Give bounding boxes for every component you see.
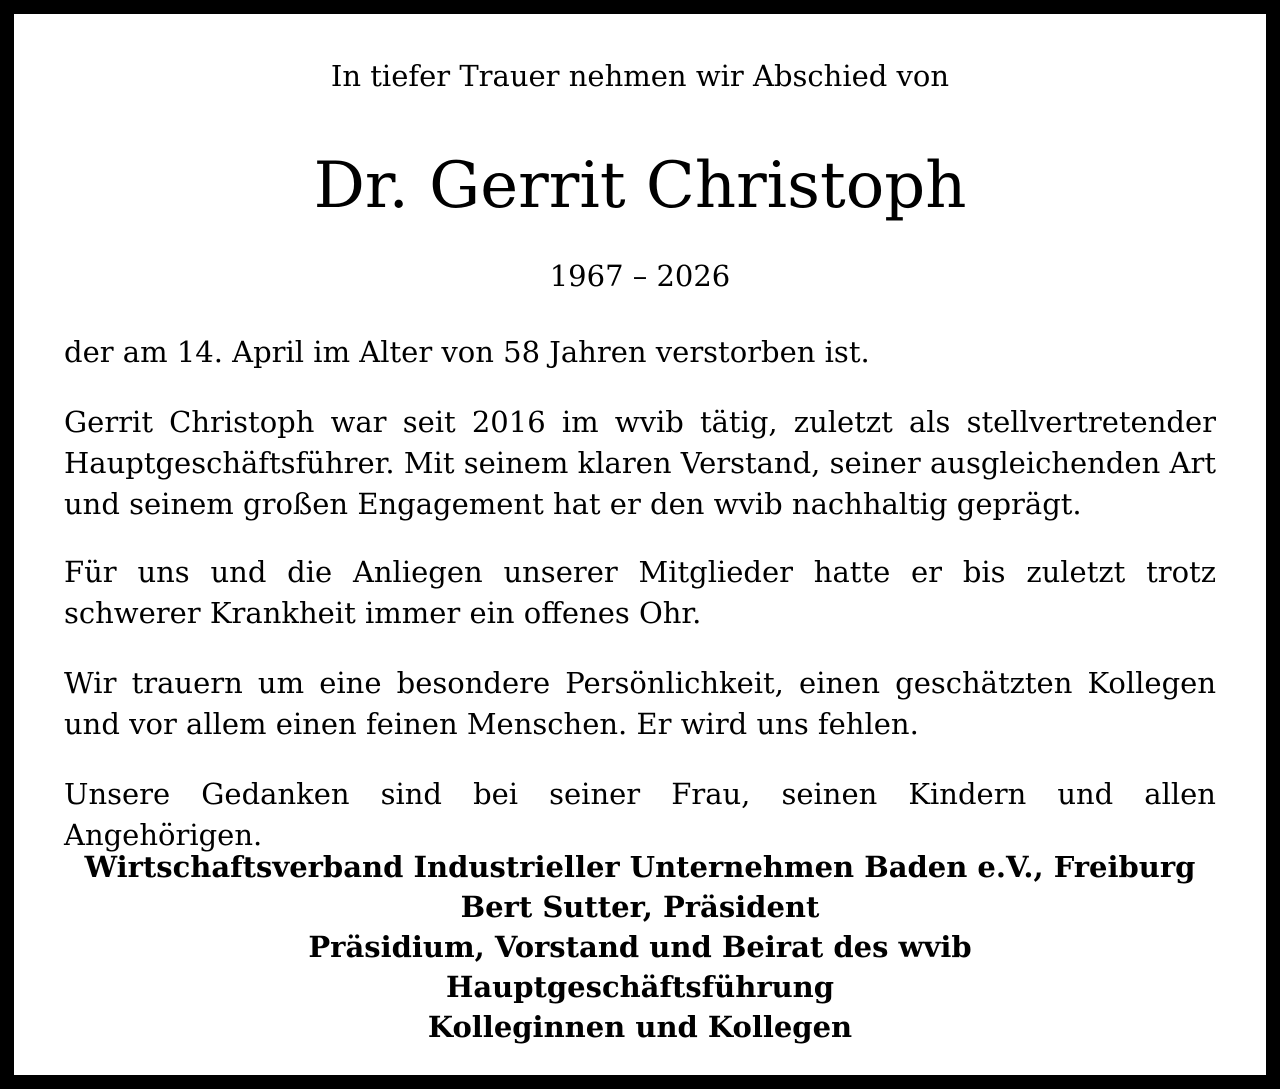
signature-boards: Präsidium, Vorstand und Beirat des wvib bbox=[308, 930, 972, 964]
signature-colleagues: Kolleginnen und Kollegen bbox=[427, 1010, 853, 1044]
signature-management: Hauptgeschäftsführung bbox=[445, 970, 835, 1004]
paragraph-members: Für uns und die Anliegen unserer Mitglieder hatte er bis zuletzt trotz schwerer Krankheit immer ein offenes Ohr. bbox=[64, 555, 1216, 630]
life-dates: 1967 – 2026 bbox=[549, 259, 731, 293]
signature-block bbox=[64, 847, 1216, 1047]
paragraph-condolences: Unsere Gedanken sind bei seiner Frau, seinen Kindern und allen Angehörigen. bbox=[64, 777, 1216, 852]
signature-organization: Wirtschaftsverband Industrieller Unternehmen Baden e.V., Freiburg bbox=[84, 850, 1196, 884]
signature-president: Bert Sutter, Präsident bbox=[460, 890, 820, 924]
intro-line: In tiefer Trauer nehmen wir Abschied von bbox=[330, 59, 950, 93]
deceased-name: Dr. Gerrit Christoph bbox=[313, 149, 967, 223]
paragraph-career: Gerrit Christoph war seit 2016 im wvib tätig, zuletzt als stellvertretender Hauptgeschäftsführer. Mit seinem klaren Verstand, seiner ausgleichenden Art und seinem großen Engagement hat er den wvib nachhaltig geprägt. bbox=[64, 405, 1216, 521]
paragraph-death-notice: der am 14. April im Alter von 58 Jahren verstorben ist. bbox=[64, 335, 870, 369]
paragraph-tribute: Wir trauern um eine besondere Persönlichkeit, einen geschätzten Kollegen und vor allem einen feinen Menschen. Er wird uns fehlen. bbox=[64, 666, 1216, 741]
